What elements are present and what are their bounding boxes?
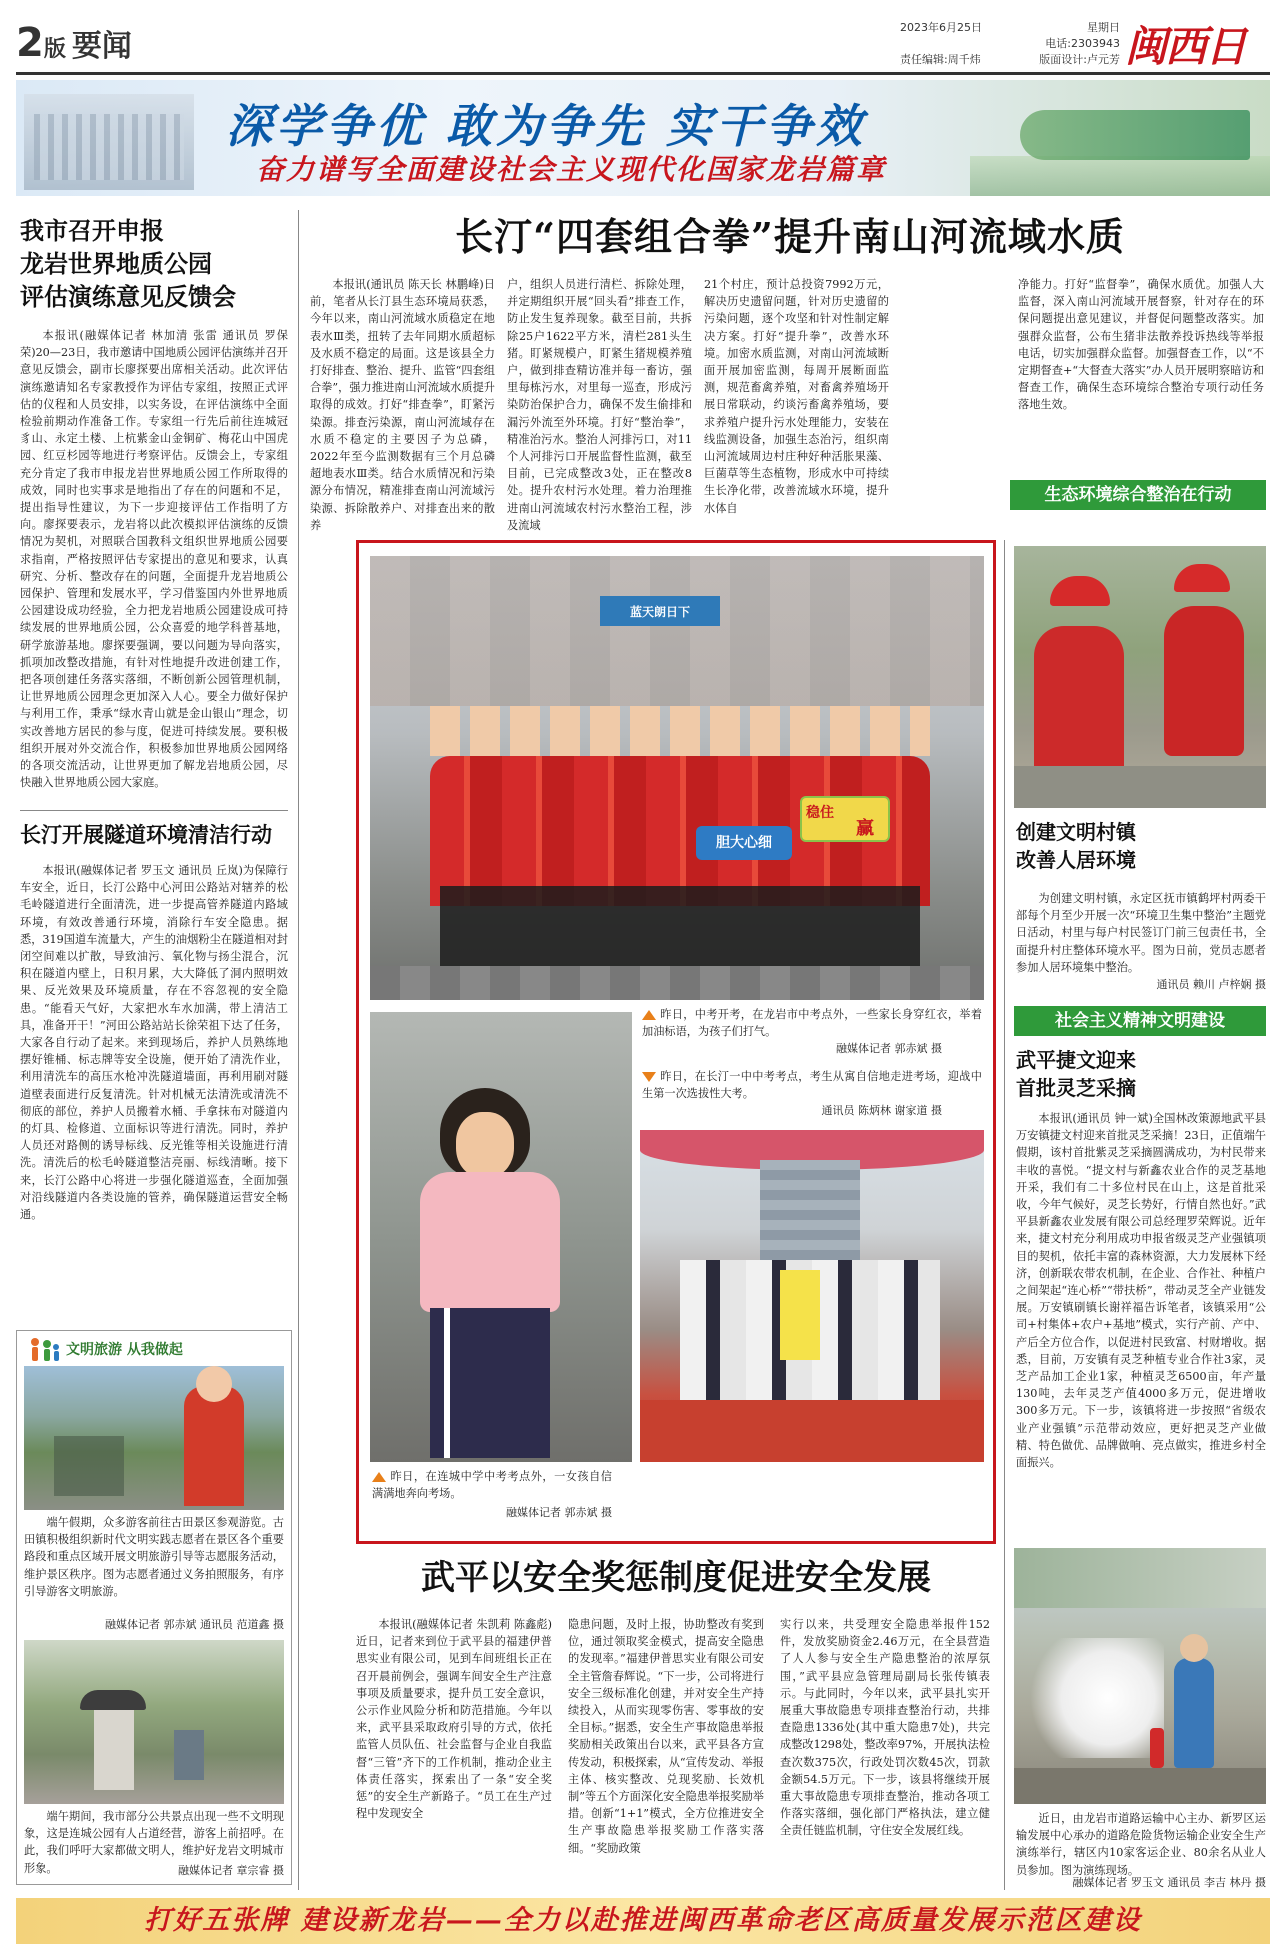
exam-caption-3: 昨日，在连城中学中考考点外，一女孩自信满满地奔向考场。 — [372, 1470, 612, 1501]
editor-credit: 责任编辑:周千炜 — [900, 53, 981, 66]
photo-volunteers-cleaning — [1014, 546, 1266, 808]
tag-eco-action: 生态环境综合整治在行动 — [1010, 480, 1266, 510]
issue-date: 2023年6月25日 — [900, 21, 982, 34]
banner-headline: 深学争优 敢为争先 实干争效 — [226, 99, 867, 153]
river-title: 长汀“四套组合拳”提升南山河流域水质 — [455, 214, 1125, 259]
river-col-2: 户，组织人员进行清栏、拆除处理，并定期组织开展“回头看”排查工作，防止发生复养现象。截至目前，共拆除25户1622平方米，清栏281头生猪。盯紧规模户，盯紧生猪规模养殖户，做到排查精访准并每一畜访，强里每栋污水，对里每一巡查，形成污染防治保护合力，确保不发生偷排和漏污外流至外环境。打好“整治拳”，精准治污水。整治人河排污口，对11个人河排污口开展监督性监测，截至目前，已完成整改3处，正在整改8处。提升农村污水处理。着力治理推进南山河流域农村污水整治工程，涉及流域 — [507, 278, 692, 532]
column-rule-right — [1004, 540, 1005, 1890]
article-tunnel — [20, 820, 288, 1342]
river-col-1: 本报讯(通讯员 陈天长 林鹏峰)日前，笔者从长汀县生态环境局获悉，今年以来，南山河流域水质稳定在地表水Ⅲ类，扭转了去年同期水质超标及水质不稳定的局面。这是该县全力打好排查、整治、提升、监管“四套组合拳”，强力推进南山河流域水质提升取得的成效。打好“排查拳”，盯紧污染源。排查污染源，南山河流域存在水质不稳定的主要因子为总磷，2022年至今监测数据有三个月总磷超地表水Ⅲ类。结合水质情况和污染源分布情况，精准排查南山河流域污染源、拆除散养户、对排查出来的散养 — [310, 278, 495, 532]
photo-girl-running — [370, 1012, 632, 1462]
firefight-caption: 近日，由龙岩市道路运输中心主办、新罗区运输发展中心承办的道路危险货物运输企业安全生产演练举行，辖区内10家客运企业、80余名从业人员参加。图为演练现场。 — [1016, 1812, 1266, 1877]
people-icon — [26, 1335, 62, 1365]
photo-students-entering — [640, 1130, 984, 1462]
tunnel-title: 长汀开展隧道环境清洁行动 — [20, 822, 272, 847]
arrow-up-icon — [642, 1010, 656, 1020]
exam-caption-1: 昨日，中考开考，在龙岩市中考点外，一些家长身穿红衣，举着加油标语，为孩子们打气。 — [642, 1008, 982, 1039]
tag-civilization: 社会主义精神文明建设 — [1014, 1006, 1266, 1036]
theme-banner — [16, 80, 1270, 196]
tourism-credit-1: 融媒体记者 郭赤斌 通讯员 范道鑫 摄 — [105, 1618, 284, 1631]
arrow-up-icon — [372, 1472, 386, 1482]
tourism-caption-2: 端午期间，我市部分公共景点出现一些不文明现象，这是连城公园有人占道经营，游客上前招呼。在此，我们呼吁大家都做文明人，维护好龙岩文明城市形象。 — [24, 1810, 284, 1875]
sign-text-4: 赢 — [856, 818, 874, 839]
safety-title: 武平以安全奖惩制度促进安全发展 — [421, 1558, 931, 1598]
tourism-header — [66, 1338, 266, 1362]
firefight-credit: 融媒体记者 罗玉文 通讯员 李吉 林丹 摄 — [1072, 1876, 1266, 1889]
exam-credit-1: 融媒体记者 郭赤斌 摄 — [836, 1042, 942, 1055]
safety-col-2: 隐患问题，及时上报，协助整改有奖到位，通过领取奖金模式，提高安全隐患的发现率。”福建伊普思实业有限公司安全主管詹春辉说。“下一步，公司将进行安全三级标准化创建，并对安全生产持续投入，从而实现零伤害、零事故的安全目标。”据悉，安全生产事故隐患举报奖励相关政策出台以来，武平县各方宣传发动，积极探索，从“宣传发动、举报主体、核实整改、兑现奖励、长效机制”等五个方面深化安全隐患举报奖励举措。创新“1+1”模式，全方位推进安全生产事故隐患举报奖励工作落实落细。“奖励政策 — [568, 1618, 764, 1855]
exam-credit-3: 融媒体记者 郭赤斌 摄 — [506, 1506, 612, 1519]
issue-meta — [900, 20, 1120, 68]
geopark-title: 我市召开申报 龙岩世界地质公园 评估演练意见反馈会 — [20, 216, 236, 311]
page-unit: 版 — [43, 37, 66, 62]
page-label — [16, 20, 132, 66]
header-rule — [16, 72, 1270, 75]
sign-text-3: 胆大心细 — [716, 835, 772, 851]
geopark-body: 本报讯(融媒体记者 林加清 张雷 通讯员 罗保荣)20—23日，我市邀请中国地质公园评估演练并召开意见反馈会，副市长廖探要出席相关活动。此次评估演练邀请知名专家教授作为评估专家组，按照正式评估的仪程和人员安排，以实务设，在评估演练中全面检验前期动作准备工作。专家组一行先后前往连城冠豸山、永定土楼、上杭紫金山金铜矿、梅花山中国虎园、红豆杉园等地进行考察评估。反馈会上，专家组充分肯定了我市申报龙岩世界地质公园工作所取得的成效，同时也实事求是地指出了存在的问题和不足，提出指导性建议，为下一步迎接评估工作指明了方向。廖探要表示，龙岩将以此次模拟评估演练的反馈情况为契机，对照联合国教科文组织世界地质公园要求指南，严格按照评估专家提出的意见和要求，认真研究、分析、整改存在的问题，全面提升龙岩地质公园保护、管理和发展水平，学习借鉴国内外世界地质公园建设成功经验，全力把龙岩地质公园建设成可持续发展的世界地质公园，公众喜爱的地学科普基地，研学旅游基地。廖探要强调，要以问题为导向落实，抓项加改整改措施，有针对性地提升改进创建工作，把各项创建任务落实落细，不断创新公园管理机制，让世界地质公园理念更加深入人心。要全力做好保护与利用工作，秉承“绿水青山就是金山银山”理念，切实改善地方居民的参与度，促进可持续发展。要积极组织开展对外交流合作，积极参加世界地质公园网络的各项交流活动，让世界更加了解龙岩地质公园，尽快融入世界地质公园大家庭。 — [20, 329, 288, 790]
safety-col-1: 本报讯(融媒体记者 朱凯莉 陈鑫彪)近日，记者来到位于武平县的福建伊普思实业有限公司，见到车间班组长正在召开晨前例会，强调车间安全生产注意事项及质量要求，提升员工安全意识，公示作业风险分析和防范措施。今年以来，武平县采取政府引导的方式，依托监管人员队伍、社会监督与企业自我监督“三管”齐下的工作机制，推动企业主体责任落实，探索出了一条“安全奖惩”的安全生产新路子。“员工在生产过程中发现安全 — [356, 1618, 552, 1821]
tourism-credit-2: 融媒体记者 章宗睿 摄 — [178, 1864, 284, 1877]
article-geopark — [20, 214, 288, 855]
lingzhi-title: 武平捷文迎来 首批灵芝采摘 — [1016, 1048, 1136, 1100]
safety-col-3: 实行以来，共受理安全隐患举报件152件，发放奖励资金2.46万元，在全县营造了人人参与安全生产隐患整治的浓厚氛围，”武平县应急管理局副局长张传镇表示。与此同时，今年以来，武平县扎实开展重大事故隐患专项排查整治行动，共排查隐患1336处(其中重大隐患7处)，共完成整改1298处，整改率97%，开展执法检查次数375次，行政处罚次数45次，罚款金额54.5万元。下一步，该县将继续开展重大事故隐患专项排查整治，推动各项工作落实落细，强化部门严格执法，建立健全责任链监机制，守住安全发展红线。 — [780, 1618, 990, 1838]
trees-illustration — [970, 156, 1270, 196]
river-col-4: 净能力。打好“监督拳”，确保水质优。加强人大监督，深入南山河流域开展督察，针对存在的环保问题提出意见建议，并督促问题整改落实。加强群众监督，公布生猪非法散养投诉热线等举报电话，切实加强群众监督。加强督查工作，以“不定期督查+“大督查大落实”办人员开展明察暗访和督查工作，确保生态环境综合整治专项行动任务落地生效。 — [1018, 278, 1264, 412]
village-credit: 通讯员 赖川 卢梓娴 摄 — [1156, 978, 1266, 991]
exam-caption-2: 昨日，在长汀一中中考考点，考生从寓自信地走进考场，迎战中生第一次选拔性大考。 — [642, 1070, 982, 1101]
village-title: 创建文明村镇 改善人居环境 — [1016, 820, 1136, 872]
sign-text-1: 蓝天朗日下 — [629, 605, 690, 619]
page-number: 2 — [16, 20, 44, 66]
designer-credit: 版面设计:卢元芳 — [1039, 53, 1120, 66]
village-body: 为创建文明村镇，永定区抚市镇鹤坪村两委干部每个月至少开展一次“环境卫生集中整治”主题党日活动，村里与每户村民签订门前三包责任书，全面提升村庄整体环境水平。图为日前，党员志愿者参加人居环境集中整治。 — [1016, 892, 1266, 974]
building-illustration — [24, 94, 194, 190]
photo-gutian-tourists — [24, 1366, 284, 1510]
banner-subheadline: 奋力谱写全面建设社会主义现代化国家龙岩篇章 — [256, 153, 887, 186]
section-name: 要闻 — [71, 29, 132, 64]
tunnel-body: 本报讯(融媒体记者 罗玉文 通讯员 丘岚)为保障行车安全，近日，长汀公路中心河田公路站对辖养的松毛岭隧道进行全面清洗，进一步提高管养隧道内路域环境，有效改善通行环境，消除行车安全隐患。据悉，319国道车流量大，产生的油烟粉尘在隧道相对封闭空间难以扩散，导致油污、氧化物与扬尘混合，沉积在隧道内壁上，日积月累，大大降低了洞内照明效果、反光效果及环境质量，存在不容忽视的安全隐患。“能看天气好，大家把水车水加满，带上清洁工具，准备开干！”河田公路站站长徐荣祖下达了任务，大家各自行动了起来。来到现场后，养护人员熟练地摆好锥桶、标志牌等安全设施，便开始了清洗作业，利用清洗车的高压水枪冲洗隧道墙面，再利用刷对隧道壁表面进行反复清洗。针对机械无法清洗或清洗不彻底的部位，养护人员搬着水桶、手拿抹布对隧道内的灯具、检修道、立面标识等进行清洗。同时，养护人员还对路侧的诱导标线、反光锥等相关设施进行清洗。清洗后的松毛岭隧道整洁亮丽、标线清晰。接下来，长汀公路中心将进一步强化隧道巡查，全面加强对沿线隧道内各类设施的管养，确保隧道运营安全畅通。 — [20, 864, 288, 1222]
river-col-3: 21个村庄，预计总投资7992万元，解决历史遗留问题，针对历史遗留的污染问题，逐个攻坚和针对性制定解决方案。打好“提升拳”，改善水环境。加密水质监测，对南山河流域断面开展加密监测，每周开展断面监测，规范畜禽养殖，对畜禽养殖场开展日常联动，约谈污畜禽养殖场，要求养殖户提升污水处理能力，安装在线监测设备，加强生态治污，组织南山河流域周边村庄种好种活胀果藻、巨菌草等生态植物，形成水中可持续生长净化带，改善流域水环境，提升水体自 — [704, 278, 889, 515]
photo-road-vendor — [24, 1640, 284, 1804]
issue-phone: 电话:2303943 — [1045, 37, 1120, 50]
divider — [20, 810, 288, 811]
column-rule — [298, 210, 299, 1890]
arrow-down-icon — [642, 1072, 656, 1082]
photo-fire-drill — [1014, 1548, 1266, 1804]
exam-credit-2: 通讯员 陈炳林 谢家道 摄 — [821, 1104, 942, 1117]
issue-weekday: 星期日 — [1087, 21, 1120, 34]
footer-slogan: 打好五张牌 建设新龙岩——全力以赴推进闽西革命老区高质量发展示范区建设 — [16, 1898, 1270, 1944]
newspaper-logo: 闽西日 — [1125, 22, 1246, 71]
sign-text-2: 稳住 — [806, 805, 834, 821]
tourism-caption-1: 端午假期，众多游客前往古田景区参观游览。古田镇积极组织新时代文明实践志愿者在景区各个重要路段和重点区域开展文明旅游引导等志愿服务活动，维护景区秩序。图为志愿者通过义务拍照服务，有序引导游客文明旅游。 — [24, 1516, 284, 1598]
train-illustration — [1020, 110, 1250, 160]
lingzhi-body: 本报讯(通讯员 钟一斌)全国林改策源地武平县万安镇捷文村迎来首批灵芝采摘！23日，正值端午假期，该村首批紫灵芝采摘圆满成功，为村民带来丰收的喜悦。“提文村与新鑫农业合作的灵芝基地开采，我们有二十多位村民在山上，这是首批采收，今年气候好，灵芝长势好，行情自然也好。”武平县新鑫农业发展有限公司总经理罗荣辉说。近年来，捷文村充分利用成功申报省级灵芝产业强镇项目的契机，依托丰富的森林资源，大力发展林下经济，创新联农带农机制，在企业、合作社、种植户之间架起“连心桥”“带扶桥”，带动灵芝全产业链发展。万安镇刷镇长谢祥福告诉笔者，该镇采用“公司+村集体+农户+基地”模式，实行产前、产中、产后全方位合作，以促进村民致富、村财增收。据悉，目前，万安镇有灵芝种植专业合作社3家，灵芝产品加工企业1家，种植灵芝6500亩，年产量130吨，去年灵芝产值4000多万元，促进增收300多万元。下一步，该镇将进一步按照“省级农业产业强镇”示范带动效应，更好把灵芝产业做精、特色做优、品牌做响、亮点做实，推进乡村全面振兴。 — [1016, 1112, 1266, 1470]
tourism-header-text: 文明旅游 从我做起 — [66, 1342, 183, 1358]
photo-parents-red-shirts — [370, 556, 984, 1000]
